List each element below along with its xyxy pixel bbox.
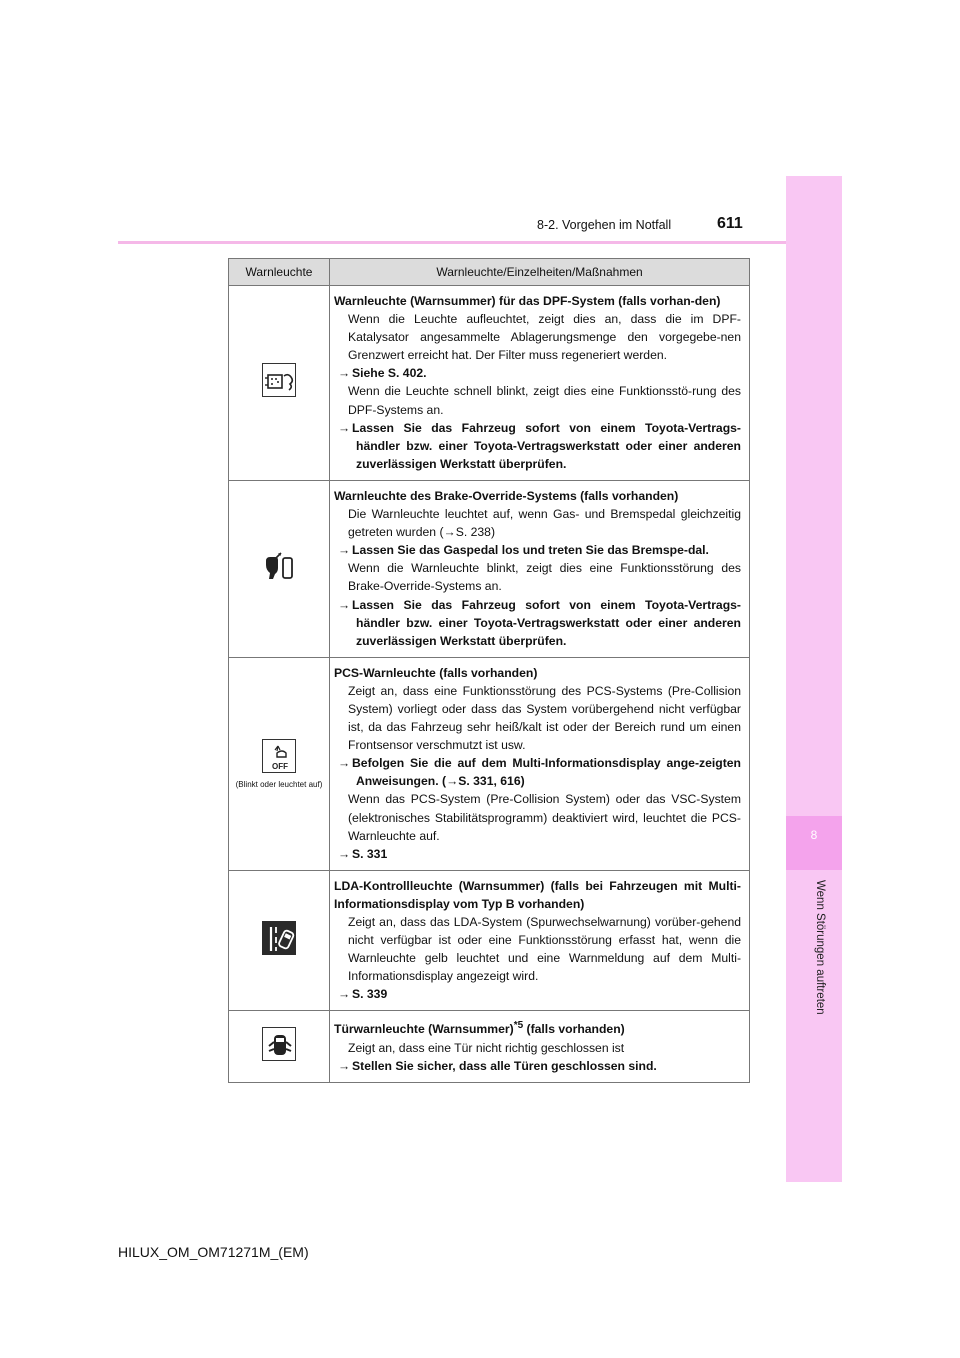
footnote-marker: *5 (513, 1020, 524, 1032)
row-description: Zeigt an, dass eine Funktionsstörung des PCS-Systems (Pre-Collision System) vorliegt oder dass das System vorübergehend nicht verfügbar ist, da das Fahrzeug sehr heiß/kalt ist oder der Bereich rund um einen Frontsensor verschmutzt ist usw. (348, 683, 741, 753)
row-action (334, 419, 741, 473)
icon-cell (229, 870, 330, 1011)
action-text: Lassen Sie das Fahrzeug sofort von einem Toyota-Vertrags-händler bzw. einer Toyota-Vertragswerkstatt oder einer anderen zuverlässigen Werkstatt überprüfen. (352, 597, 741, 648)
arrow-icon: → (338, 597, 351, 612)
chapter-title: Wenn Störungen auftreten (814, 880, 826, 1015)
details-cell (330, 1011, 750, 1082)
row-title: Warnleuchte (Warnsummer) für das DPF-System (falls vorhan-den) (334, 294, 721, 308)
row-title: PCS-Warnleuchte (falls vorhanden) (334, 665, 538, 680)
details-cell (330, 870, 750, 1011)
table-row (229, 480, 750, 657)
table-row (229, 286, 750, 481)
row-description (334, 505, 741, 541)
details-cell (330, 657, 750, 870)
table-row (229, 870, 750, 1011)
arrow-icon: → (338, 420, 351, 435)
column-header-details: Warnleuchte/Einzelheiten/Maßnahmen (330, 259, 750, 286)
row-description: Wenn die Leuchte schnell blinkt, zeigt dies eine Funktionsstö-rung des DPF-Systems an. (348, 384, 741, 417)
footer-doc-id: HILUX_OM_OM71271M_(EM) (118, 1244, 309, 1260)
arrow-icon: → (446, 774, 459, 789)
section-title: 8-2. Vorgehen im Notfall (537, 218, 672, 232)
page-reference: S. 238) (455, 525, 496, 540)
pcs-off-label: OFF (272, 761, 288, 771)
row-action (334, 364, 741, 382)
row-action (334, 596, 741, 650)
row-action (334, 845, 741, 863)
icon-cell (229, 1011, 330, 1082)
row-action (334, 541, 741, 559)
row-description: Wenn die Leuchte aufleuchtet, zeigt dies an, dass die im DPF-Katalysator angesammelte Ablagerungsmenge den vorgegebe-nen Grenzwert erreicht hat. Der Filter muss regeneriert werden. (348, 312, 741, 363)
chapter-number: 8 (810, 828, 818, 842)
row-title (334, 1017, 741, 1038)
table-row (229, 657, 750, 870)
icon-cell (229, 480, 330, 657)
description-text: Die Warnleuchte leuchtet auf, wenn Gas- und Bremspedal gleichzeitig getreten wurden ( (348, 507, 741, 540)
dpf-filter-icon (262, 363, 296, 397)
pcs-off-icon (262, 739, 296, 773)
arrow-icon: → (338, 987, 351, 1002)
details-cell (330, 286, 750, 481)
table-row (229, 1011, 750, 1082)
details-cell (330, 480, 750, 657)
arrow-icon: → (338, 1058, 351, 1073)
brake-override-icon (262, 549, 296, 583)
arrow-icon: → (443, 525, 456, 540)
lda-lane-departure-icon (262, 921, 296, 955)
action-text: Siehe S. 402. (352, 366, 427, 381)
row-title: LDA-Kontrollleuchte (Warnsummer) (falls bei Fahrzeugen mit Multi-Informationsdisplay vom Typ B vorhanden) (334, 878, 741, 911)
row-action (334, 754, 741, 790)
table-header-row (229, 259, 750, 286)
page-number: 611 (717, 215, 743, 232)
action-text: S. 331 (352, 846, 388, 861)
warning-light-table (228, 258, 750, 1083)
arrow-icon: → (338, 366, 351, 381)
row-action (334, 1057, 741, 1075)
action-text: Lassen Sie das Fahrzeug sofort von einem Toyota-Vertrags-händler bzw. einer Toyota-Vertragswerkstatt oder einer anderen zuverlässigen Werkstatt überprüfen. (352, 420, 741, 471)
column-header-warnleuchte: Warnleuchte (229, 259, 330, 286)
icon-cell (229, 657, 330, 870)
title-suffix: (falls vorhanden) (523, 1022, 625, 1037)
row-description: Zeigt an, dass eine Tür nicht richtig geschlossen ist (348, 1040, 625, 1055)
chapter-number-block (786, 816, 842, 870)
door-open-icon (262, 1027, 296, 1061)
row-description: Zeigt an, dass das LDA-System (Spurwechselwarnung) vorüber-gehend nicht verfügbar ist oder eine Funktionsstörung erfasst hat, wenn die Warnleuchte gelb leuchtet und eine Warnmeldung auf dem Multi-Informationsdisplay angezeigt wird. (348, 915, 741, 984)
icon-caption: (Blinkt oder leuchtet auf) (235, 779, 323, 789)
row-title: Warnleuchte des Brake-Override-Systems (falls vorhanden) (334, 488, 679, 503)
icon-cell (229, 286, 330, 481)
row-action (334, 985, 741, 1003)
arrow-icon: → (338, 543, 351, 558)
page-reference: S. 331, 616) (458, 774, 525, 789)
action-text: Stellen Sie sicher, dass alle Türen geschlossen sind. (352, 1058, 657, 1073)
action-text: Lassen Sie das Gaspedal los und treten Sie das Bremspe-dal. (352, 543, 709, 558)
title-text: Türwarnleuchte (Warnsummer) (334, 1022, 514, 1037)
chapter-side-tab (786, 176, 842, 1182)
row-description: Wenn das PCS-System (Pre-Collision System) oder das VSC-System (elektronisches Stabilitätsprogramm) deaktiviert wird, leuchtet die PCS-Warnleuchte auf. (348, 792, 741, 843)
action-text: Befolgen Sie die auf dem Multi-Informationsdisplay ange-zeigten Anweisungen. ( (352, 756, 741, 789)
row-description: Wenn die Warnleuchte blinkt, zeigt dies eine Funktionsstörung des Brake-Override-Systems an. (348, 561, 741, 594)
header-rule (118, 241, 786, 244)
arrow-icon: → (338, 846, 351, 861)
arrow-icon: → (338, 756, 351, 771)
action-text: S. 339 (352, 987, 388, 1002)
